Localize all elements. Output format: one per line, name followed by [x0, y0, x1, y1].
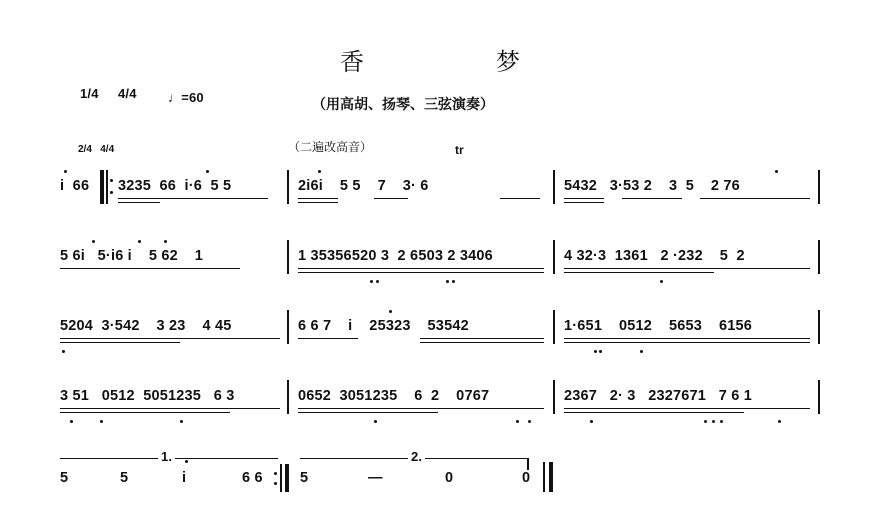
octave-dot: [138, 240, 141, 243]
beam: [420, 338, 544, 339]
repeat-dot: [274, 482, 277, 485]
barline: [553, 380, 555, 414]
volta-end-stroke: [527, 458, 529, 470]
measure-1-1: i 66: [60, 178, 90, 194]
octave-dot: [516, 420, 519, 423]
octave-dot: [206, 170, 209, 173]
octave-dot: [528, 420, 531, 423]
barline: [553, 240, 555, 274]
beam: [564, 268, 810, 269]
measure-3-3: 1·651 0512 5653 6156: [564, 318, 752, 334]
barline: [818, 380, 820, 414]
octave-dot: [599, 350, 602, 353]
last-note-3: i: [182, 470, 187, 486]
measure-2-3: 4 32·3 1361 2 ·232 5 2: [564, 248, 745, 264]
beam: [60, 408, 280, 409]
repeat-dot: [110, 179, 113, 182]
octave-dot: [720, 420, 723, 423]
meter-primary-2: 4/4: [118, 86, 137, 101]
octave-dot: [70, 420, 73, 423]
octave-dot: [452, 280, 455, 283]
octave-dot: [446, 280, 449, 283]
measure-3-1: 5204 3·542 3 23 4 45: [60, 318, 232, 334]
beam: [500, 198, 540, 199]
barline: [280, 464, 282, 492]
final-barline-thick: [549, 462, 553, 492]
last-note-dash: —: [368, 470, 383, 486]
measure-4-3: 2367 2· 3 2327671 7 6 1: [564, 388, 752, 404]
octave-dot: [92, 240, 95, 243]
beam: [60, 412, 230, 413]
octave-dot: [778, 420, 781, 423]
barline: [287, 380, 289, 414]
barline: [553, 170, 555, 204]
octave-dot: [374, 420, 377, 423]
measure-1-4: 5432 3·53 2 3 5 2 76: [564, 178, 740, 194]
barline: [287, 310, 289, 344]
measure-3-2: 6 6 7 i 25323 53542: [298, 318, 469, 334]
last-note-2: 5: [120, 470, 129, 486]
measure-1-2: 3235 66 i·6 5 5: [118, 178, 232, 194]
beam: [298, 202, 338, 203]
beam: [564, 272, 714, 273]
octave-dot: [389, 310, 392, 313]
octave-dot: [376, 280, 379, 283]
beam: [118, 202, 160, 203]
octave-dot: [185, 460, 188, 463]
barline: [818, 240, 820, 274]
octave-dot: [64, 170, 67, 173]
meter-primary-1: 1/4: [80, 86, 99, 101]
beam: [564, 342, 810, 343]
octave-dot: [100, 420, 103, 423]
repeat-dot: [110, 191, 113, 194]
octave-dot: [180, 420, 183, 423]
octave-dot: [370, 280, 373, 283]
octave-dot: [660, 280, 663, 283]
last-note-5: 5: [300, 470, 309, 486]
repeat-dot: [274, 472, 277, 475]
octave-dot: [704, 420, 707, 423]
octave-dot: [712, 420, 715, 423]
barline: [287, 240, 289, 274]
trill-mark: tr: [455, 143, 464, 157]
octave-dot: [590, 420, 593, 423]
last-note-rest-2: 0: [522, 470, 531, 486]
instrumentation-note: （用高胡、扬琴、三弦演奏）: [312, 97, 494, 113]
beam: [374, 198, 408, 199]
beam: [700, 198, 810, 199]
beam: [60, 338, 280, 339]
beam: [564, 338, 810, 339]
volta-2-label: 2.: [408, 449, 425, 464]
beam: [298, 268, 544, 269]
meter-secondary: 2/4 4/4: [78, 144, 115, 155]
last-note-4: 6 6: [242, 470, 263, 486]
barline: [818, 310, 820, 344]
measure-4-1: 3 51 0512 5051235 6 3: [60, 388, 235, 404]
beam: [622, 198, 682, 199]
beam: [298, 338, 358, 339]
barline: [553, 310, 555, 344]
beam: [118, 198, 268, 199]
barline: [106, 170, 108, 204]
repeat-barline-thick: [100, 170, 104, 204]
beam: [298, 412, 438, 413]
measure-2-1: 5 6i 5·i6 i 5 62 1: [60, 248, 204, 264]
beam: [564, 202, 604, 203]
octave-dot: [594, 350, 597, 353]
measure-2-2: 1 35356520 3 2 6503 2 3406: [298, 248, 493, 264]
octave-dot: [775, 170, 778, 173]
octave-dot: [318, 170, 321, 173]
octave-dot: [62, 350, 65, 353]
last-note-1: 5: [60, 470, 69, 486]
repeat-barline-thick: [285, 464, 289, 492]
beam: [298, 408, 544, 409]
barline: [287, 170, 289, 204]
measure-4-2: 0652 3051235 6 2 0767: [298, 388, 490, 404]
beam: [60, 342, 180, 343]
measure-1-3: 2i6i 5 5 7 3· 6: [298, 178, 429, 194]
beam: [564, 408, 810, 409]
octave-dot: [640, 350, 643, 353]
beam: [564, 198, 604, 199]
volta-1-label: 1.: [158, 449, 175, 464]
beam: [298, 198, 338, 199]
piece-title: 香 梦: [340, 48, 522, 76]
beam: [60, 268, 240, 269]
final-barline-thin: [543, 462, 545, 492]
tempo-marking: ♩=60: [168, 90, 204, 105]
beam: [298, 272, 544, 273]
beam: [420, 342, 544, 343]
octave-dot: [164, 240, 167, 243]
last-note-rest-1: 0: [445, 470, 454, 486]
barline: [818, 170, 820, 204]
beam: [564, 412, 744, 413]
repeat-note: （二遍改高音）: [288, 140, 373, 154]
